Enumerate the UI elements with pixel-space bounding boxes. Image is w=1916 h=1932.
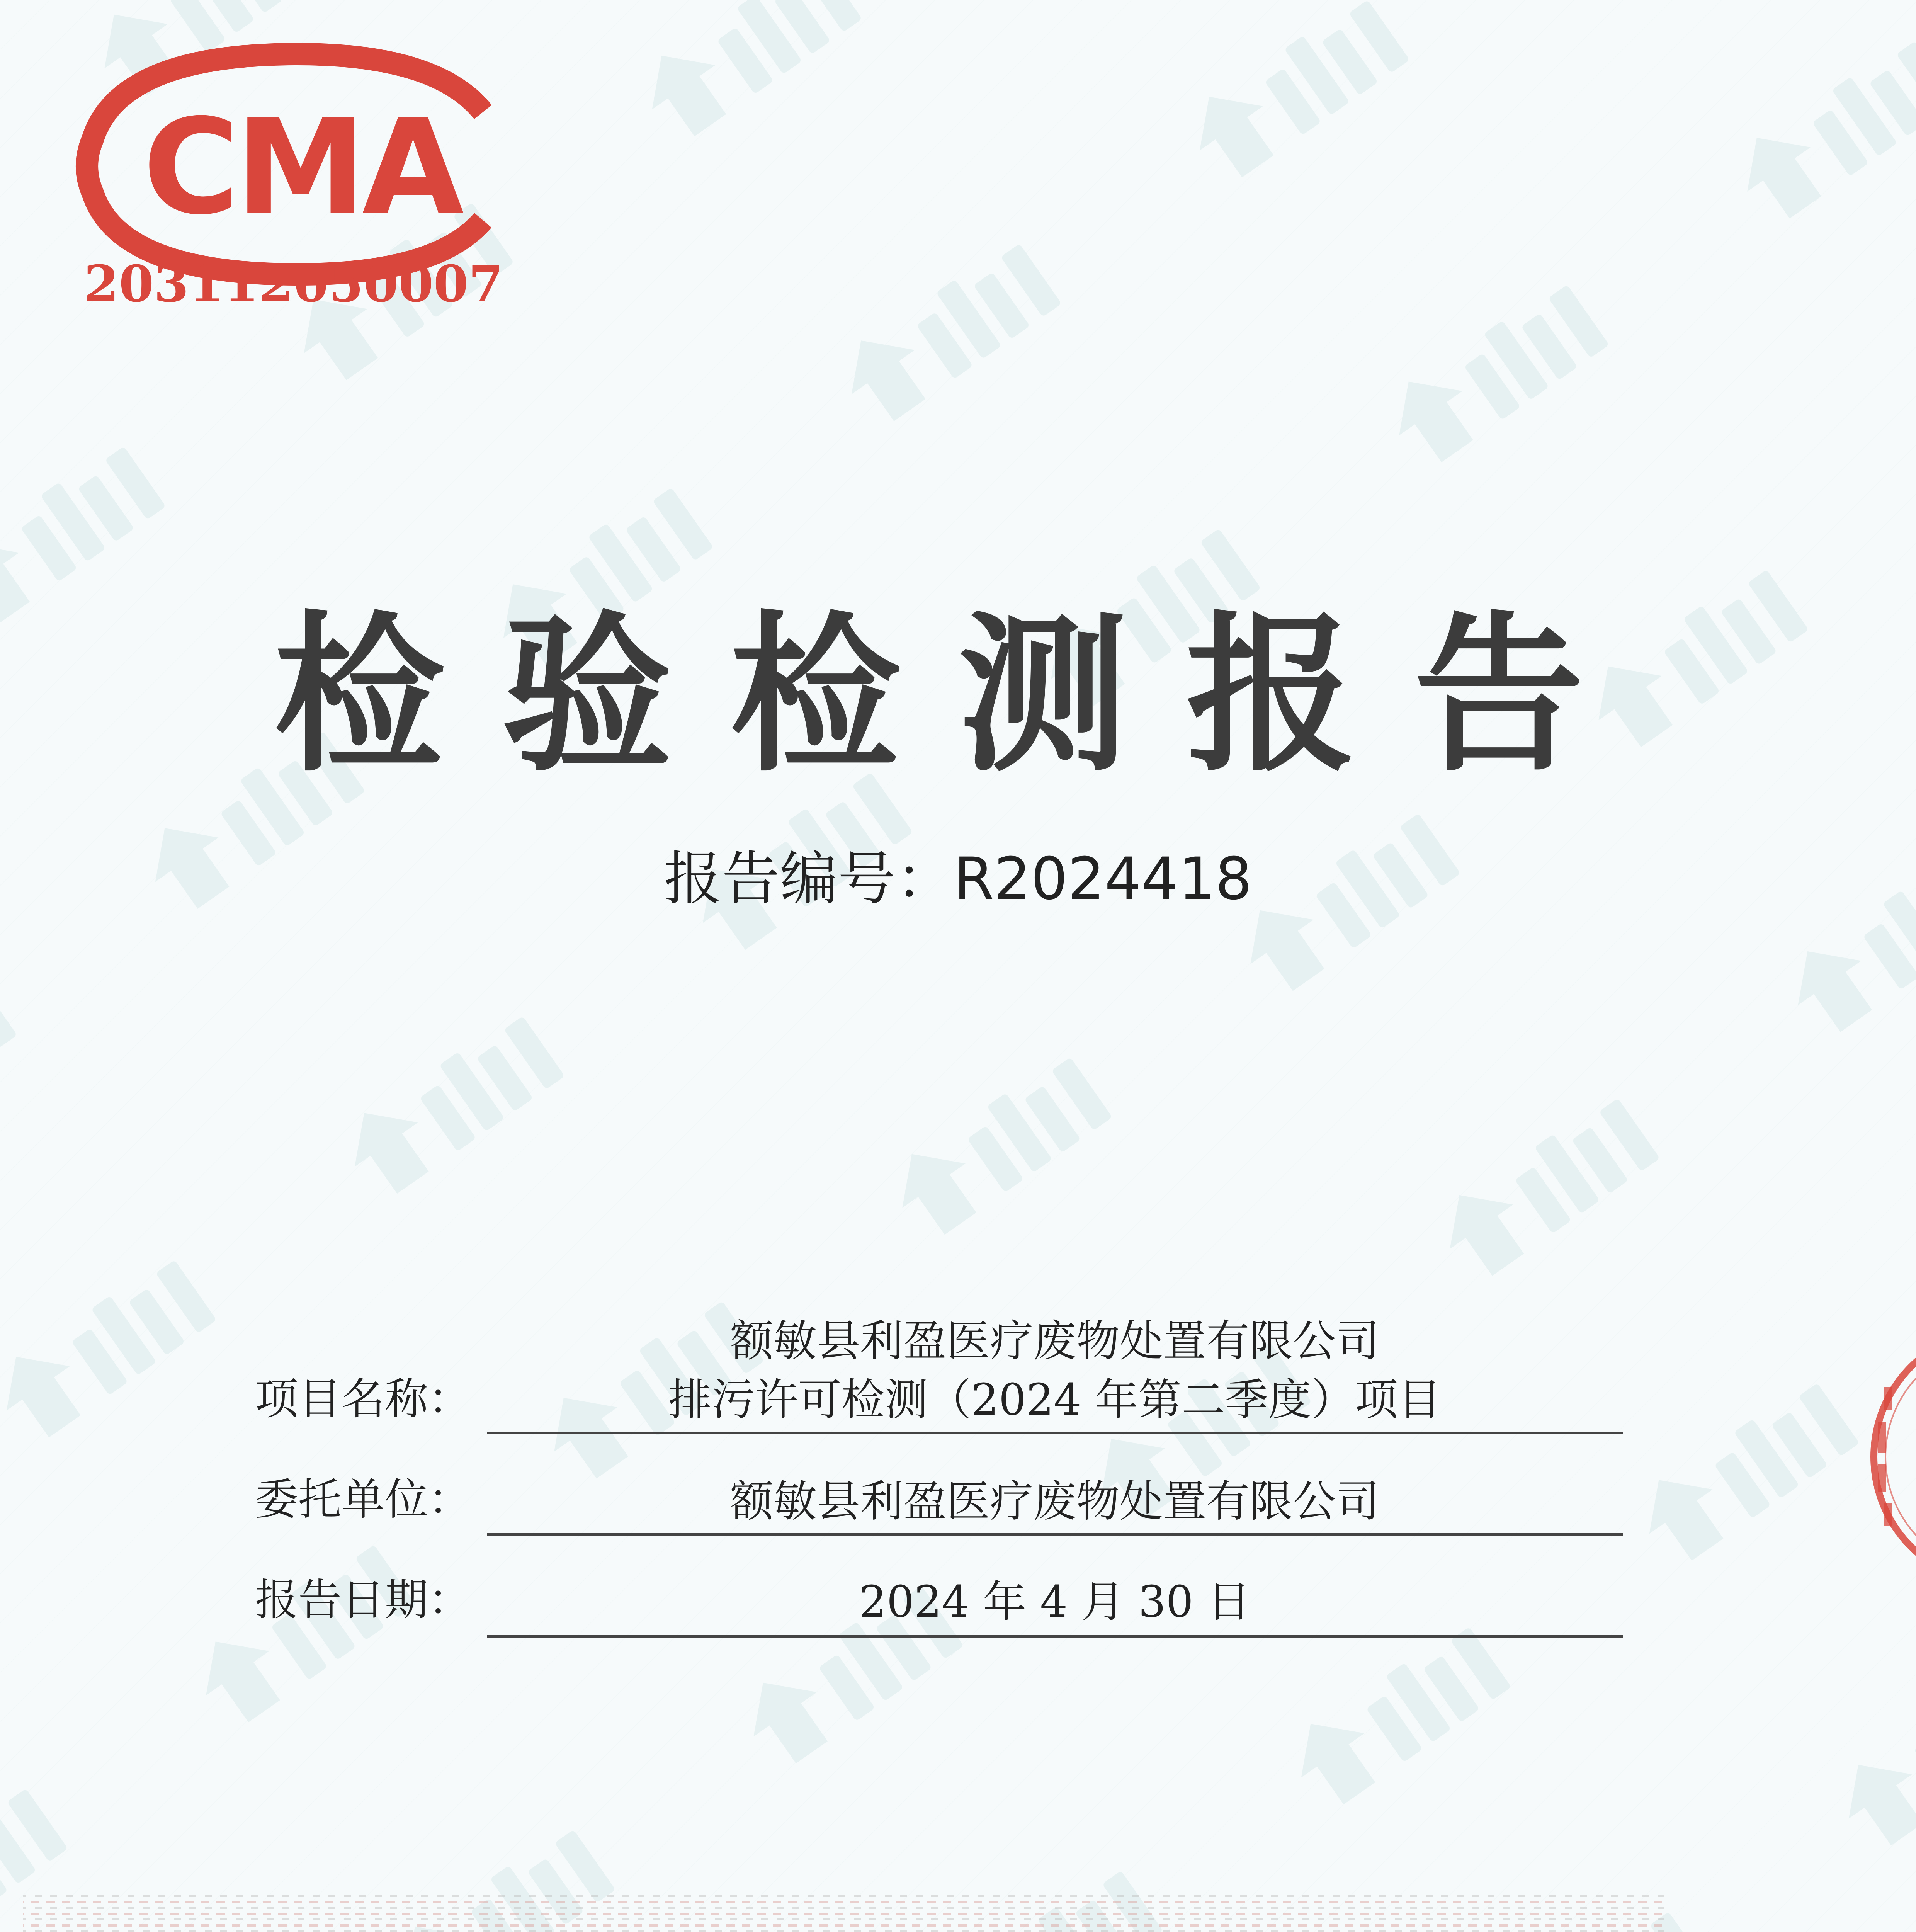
project-name-underline <box>487 1432 1623 1434</box>
client-label: 委托单位： <box>255 1475 471 1525</box>
client-line-1: 额敏县利盈医疗废物处置有限公司 <box>730 1476 1379 1527</box>
report-date-value <box>487 1573 1623 1631</box>
project-name-line-1: 额敏县利盈医疗废物处置有限公司 <box>730 1316 1379 1366</box>
project-name-value <box>487 1312 1623 1430</box>
report-date-underline <box>487 1635 1623 1638</box>
cma-certification-mark <box>66 39 529 309</box>
project-name-label: 项目名称： <box>255 1374 471 1424</box>
edge-seal-fragment <box>1847 1321 1916 1592</box>
cma-number: 203112050007 <box>84 254 503 309</box>
cma-letters: CMA <box>143 91 460 244</box>
report-number <box>0 845 1916 913</box>
client-underline <box>487 1533 1623 1536</box>
report-date-label: 报告日期： <box>255 1575 471 1625</box>
report-number-value: R2024418 <box>954 845 1252 913</box>
page-title: 检验检测报告 <box>274 597 1642 794</box>
stamp-ink-band <box>0 1866 1916 1932</box>
report-number-label: 报告编号： <box>664 845 954 913</box>
report-date-line-1: 2024 年 4 月 30 日 <box>859 1577 1251 1627</box>
client-value <box>487 1472 1623 1531</box>
project-name-line-2: 排污许可检测（2024 年第二季度）项目 <box>668 1375 1442 1425</box>
